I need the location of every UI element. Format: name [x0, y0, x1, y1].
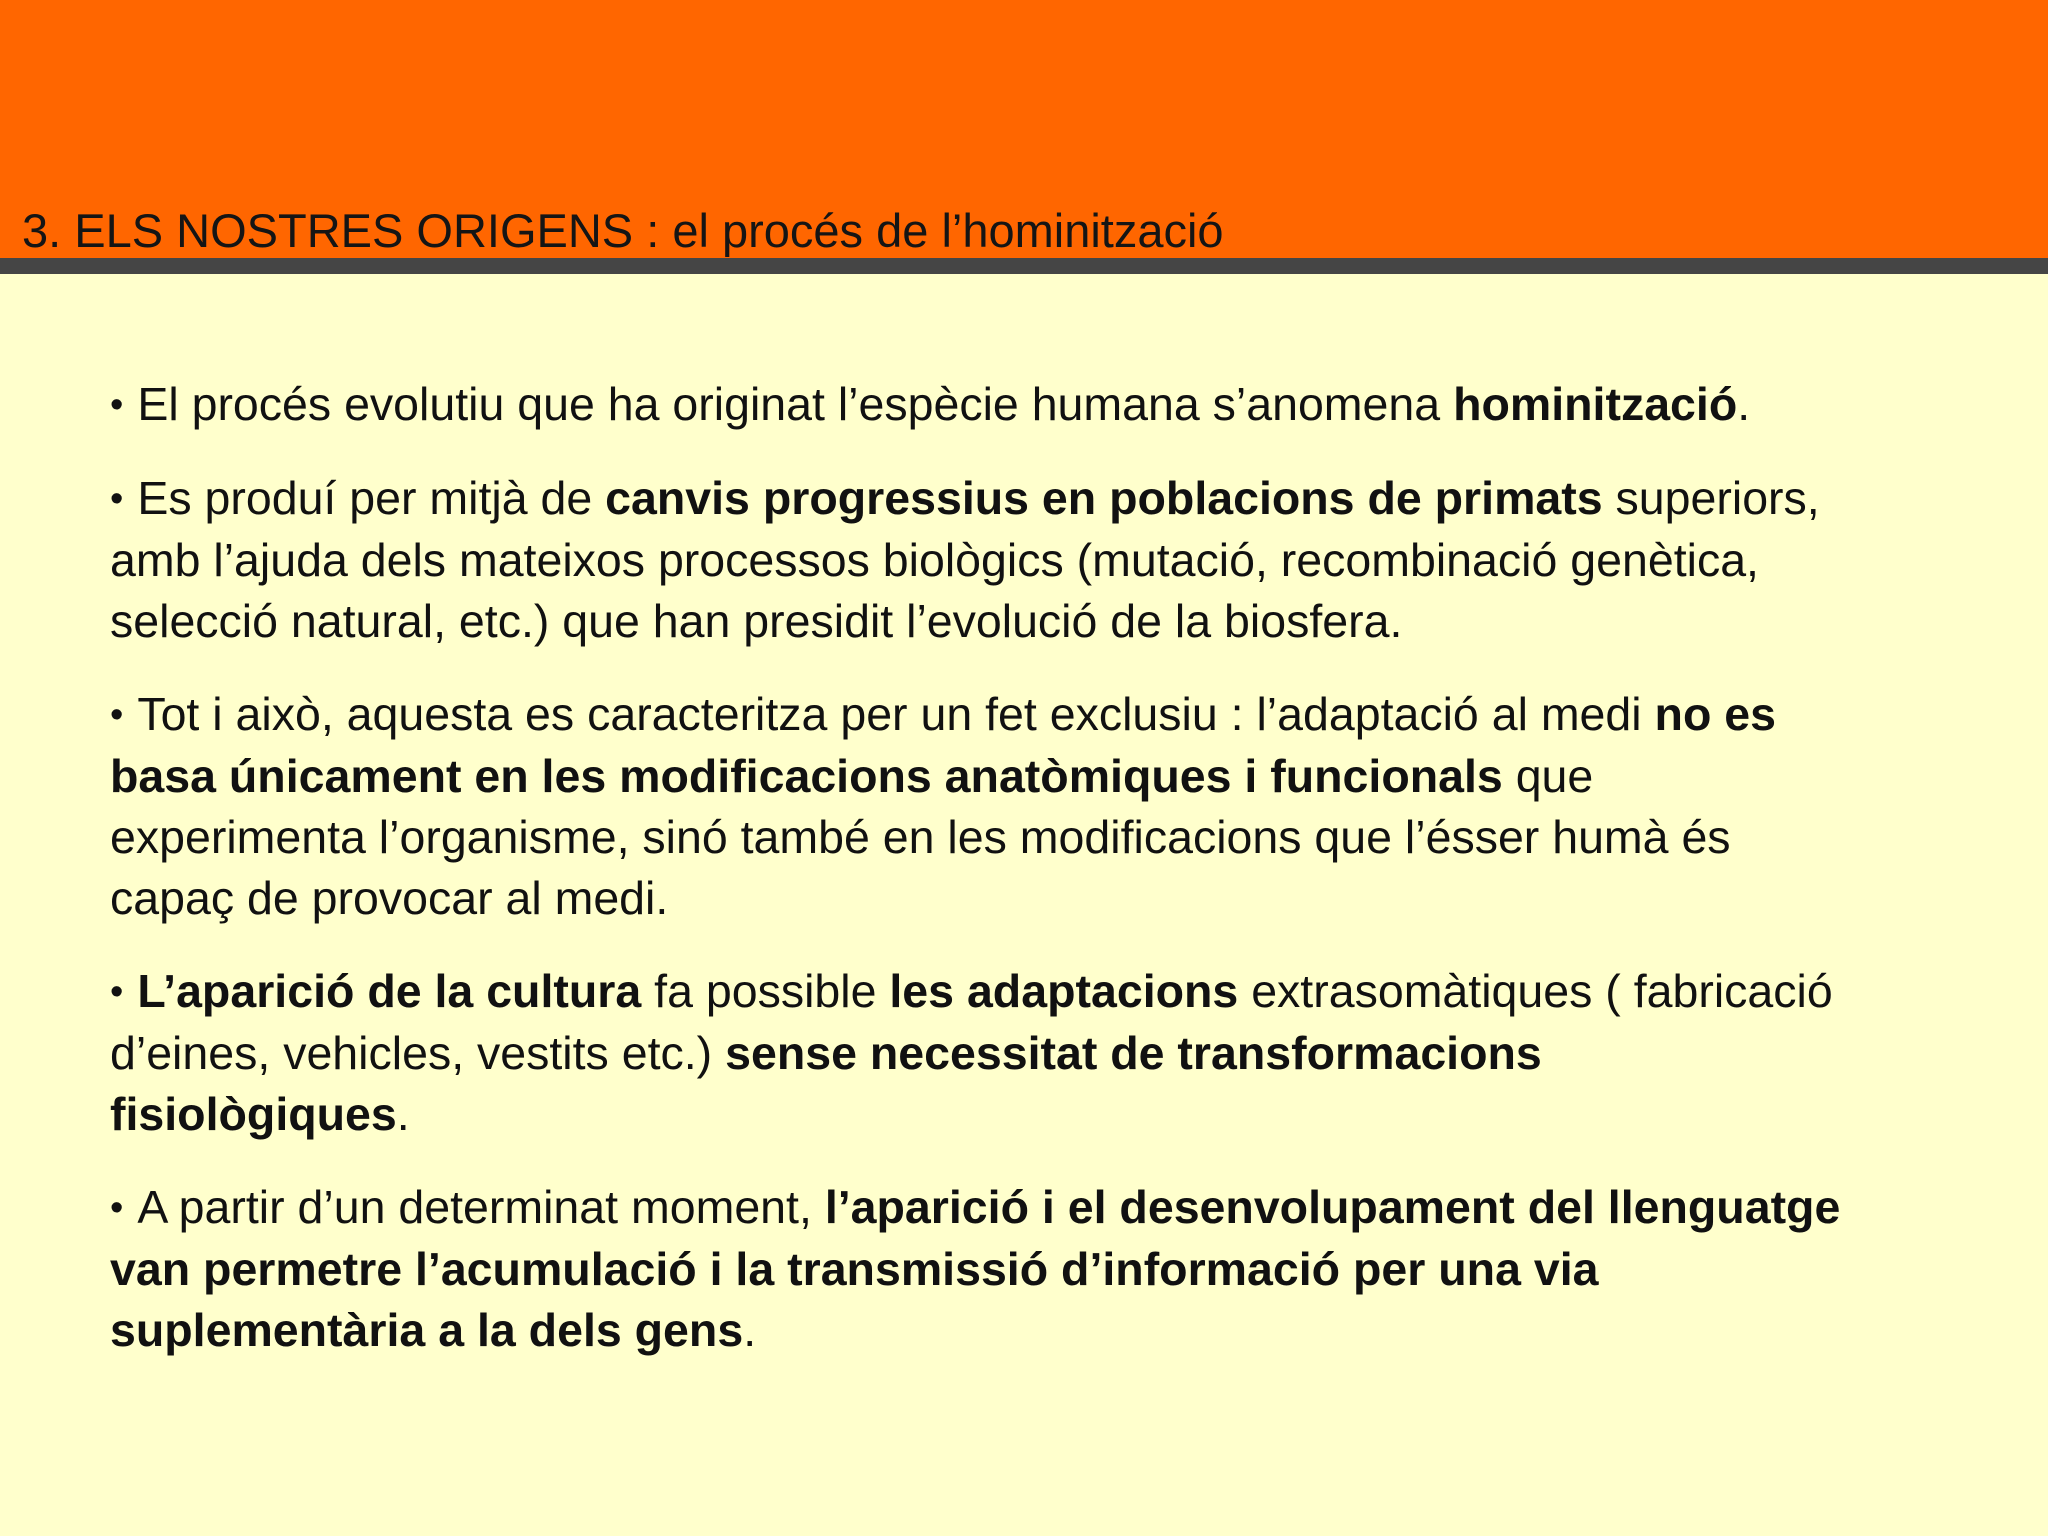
bold-text: les adaptacions	[889, 965, 1239, 1017]
text-segment: fa possible	[641, 965, 890, 1017]
bullet-dot-icon: •	[110, 1187, 124, 1229]
text-segment: .	[743, 1304, 757, 1356]
bullet-line	[110, 468, 2030, 530]
text-segment: A partir d’un determinat moment,	[137, 1181, 825, 1233]
bullet-line	[110, 1177, 2030, 1239]
bold-text: L’aparició de la cultura	[137, 965, 642, 1017]
bullet-dot-icon: •	[110, 971, 124, 1013]
bold-text: basa únicament en les modificacions anatòmiques i funcionals	[110, 750, 1503, 802]
text-segment: extrasomàtiques ( fabricació	[1238, 965, 1833, 1017]
bullet-line	[110, 591, 2030, 652]
bold-text: sense necessitat de transformacions	[725, 1027, 1542, 1079]
bullet-line	[110, 1023, 2030, 1084]
bold-text: suplementària a la dels gens	[110, 1304, 744, 1356]
bold-text: canvis progressius en poblacions de primats	[605, 472, 1603, 524]
bullet-item	[110, 684, 2030, 929]
text-segment: superiors,	[1602, 472, 1820, 524]
bullet-line	[110, 684, 2030, 746]
slide-title: 3. ELS NOSTRES ORIGENS : el procés de l’hominització	[22, 204, 1224, 257]
text-segment: Es produí per mitjà de	[137, 472, 606, 524]
bullet-line	[110, 807, 2030, 868]
bullet-line	[110, 868, 2030, 929]
text-segment: .	[1737, 378, 1751, 430]
text-segment: experimenta l’organisme, sinó també en les modificacions que l’ésser humà és	[110, 811, 1731, 863]
bold-text: l’aparició i el desenvolupament del llenguatge	[824, 1181, 1841, 1233]
bullet-item	[110, 374, 2030, 436]
bullet-item	[110, 468, 2030, 652]
text-segment: selecció natural, etc.) que han presidit l’evolució de la biosfera.	[110, 595, 1403, 647]
bullet-line	[110, 1084, 2030, 1145]
bold-text: fisiològiques	[110, 1088, 397, 1140]
bullet-item	[110, 961, 2030, 1145]
bullet-dot-icon: •	[110, 478, 124, 520]
bold-text: van permetre l’acumulació i la transmissió d’informació per una via	[110, 1243, 1599, 1295]
bullet-line	[110, 1300, 2030, 1361]
bold-text: no es	[1654, 688, 1776, 740]
text-segment: que	[1502, 750, 1594, 802]
bullet-dot-icon: •	[110, 694, 124, 736]
bullet-line	[110, 530, 2030, 591]
text-segment: d’eines, vehicles, vestits etc.)	[110, 1027, 726, 1079]
text-segment: capaç de provocar al medi.	[110, 872, 669, 924]
bold-text: hominització	[1453, 378, 1738, 430]
bullet-dot-icon: •	[110, 384, 124, 426]
bullet-list	[110, 374, 2030, 1393]
text-segment: Tot i això, aquesta es caracteritza per un fet exclusiu : l’adaptació al medi	[137, 688, 1655, 740]
bullet-item	[110, 1177, 2030, 1361]
text-segment: El procés evolutiu que ha originat l’espècie humana s’anomena	[137, 378, 1454, 430]
bullet-line	[110, 1239, 2030, 1300]
title-divider	[0, 258, 2048, 274]
text-segment: .	[396, 1088, 410, 1140]
bullet-line	[110, 961, 2030, 1023]
bullet-line	[110, 746, 2030, 807]
bullet-line	[110, 374, 2030, 436]
text-segment: amb l’ajuda dels mateixos processos biològics (mutació, recombinació genètica,	[110, 534, 1759, 586]
